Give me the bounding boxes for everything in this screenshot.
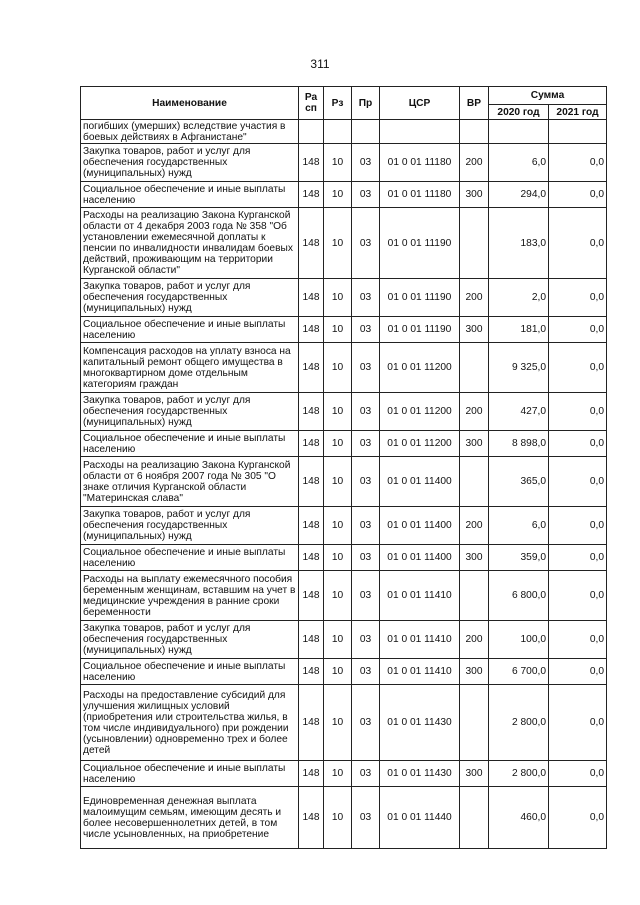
table-row [81, 279, 607, 317]
cell-csr: 01 0 01 11440 [380, 787, 460, 849]
cell-name: Социальное обеспечение и иные выплаты населению [81, 545, 299, 571]
cell-name: Единовременная денежная выплата малоимущим семьям, имеющим десять и более несовершеннолетних детей, в том числе усыновленных, на приобретение [81, 787, 299, 849]
cell-vr: 200 [460, 621, 489, 659]
cell-ra: 148 [299, 507, 324, 545]
cell-ra: 148 [299, 787, 324, 849]
cell-y2020: 183,0 [489, 208, 549, 279]
cell-csr: 01 0 01 11400 [380, 457, 460, 507]
table-row [81, 761, 607, 787]
cell-csr: 01 0 01 11410 [380, 621, 460, 659]
header-name: Наименование [81, 87, 299, 120]
cell-name: Расходы на реализацию Закона Курганской области от 6 ноября 2007 года № 305 "О знаке отличия Курганской области "Материнская слава" [81, 457, 299, 507]
header-sum: Сумма [489, 87, 607, 105]
cell-pr: 03 [352, 182, 380, 208]
cell-csr: 01 0 01 11200 [380, 393, 460, 431]
cell-vr [460, 343, 489, 393]
cell-y2020: 460,0 [489, 787, 549, 849]
cell-pr: 03 [352, 208, 380, 279]
header-ra-line2: сп [305, 103, 317, 114]
cell-pr: 03 [352, 507, 380, 545]
cell-y2020: 365,0 [489, 457, 549, 507]
table-row [81, 659, 607, 685]
cell-vr [460, 208, 489, 279]
cell-ra: 148 [299, 761, 324, 787]
table-row [81, 317, 607, 343]
table-row [81, 685, 607, 761]
table-row [81, 182, 607, 208]
cell-vr [460, 571, 489, 621]
table-row [81, 507, 607, 545]
cell-vr: 300 [460, 761, 489, 787]
cell-csr: 01 0 01 11200 [380, 431, 460, 457]
cell-pr: 03 [352, 659, 380, 685]
cell-y2020 [489, 120, 549, 144]
table-row [81, 120, 607, 144]
cell-ra: 148 [299, 144, 324, 182]
table-row [81, 545, 607, 571]
cell-vr: 300 [460, 317, 489, 343]
cell-y2021: 0,0 [549, 144, 607, 182]
cell-ra: 148 [299, 208, 324, 279]
cell-csr: 01 0 01 11200 [380, 343, 460, 393]
cell-y2021: 0,0 [549, 761, 607, 787]
cell-csr: 01 0 01 11180 [380, 182, 460, 208]
table-row [81, 787, 607, 849]
cell-pr: 03 [352, 545, 380, 571]
cell-y2020: 181,0 [489, 317, 549, 343]
cell-csr: 01 0 01 11400 [380, 545, 460, 571]
cell-csr: 01 0 01 11430 [380, 685, 460, 761]
page-number: 311 [310, 57, 330, 71]
table-row [81, 393, 607, 431]
table-row [81, 208, 607, 279]
cell-pr: 03 [352, 279, 380, 317]
cell-y2020: 6 800,0 [489, 571, 549, 621]
cell-y2020: 294,0 [489, 182, 549, 208]
cell-pr [352, 120, 380, 144]
cell-y2021 [549, 120, 607, 144]
cell-name: Закупка товаров, работ и услуг для обеспечения государственных (муниципальных) нужд [81, 621, 299, 659]
header-rz: Рз [324, 87, 352, 120]
cell-name: Социальное обеспечение и иные выплаты населению [81, 431, 299, 457]
cell-rz: 10 [324, 457, 352, 507]
cell-ra: 148 [299, 545, 324, 571]
cell-name: Расходы на предоставление субсидий для улучшения жилищных условий (приобретения или строительства жилья, в том числе индивидуального) при рождении (усыновлении) одновременно трех и более детей [81, 685, 299, 761]
cell-y2021: 0,0 [549, 279, 607, 317]
cell-vr: 200 [460, 393, 489, 431]
cell-vr: 300 [460, 431, 489, 457]
cell-rz: 10 [324, 571, 352, 621]
cell-pr: 03 [352, 685, 380, 761]
cell-y2021: 0,0 [549, 208, 607, 279]
table-row [81, 343, 607, 393]
cell-name: Закупка товаров, работ и услуг для обеспечения государственных (муниципальных) нужд [81, 507, 299, 545]
cell-y2021: 0,0 [549, 431, 607, 457]
cell-rz: 10 [324, 621, 352, 659]
cell-csr: 01 0 01 11410 [380, 571, 460, 621]
cell-y2020: 2 800,0 [489, 685, 549, 761]
cell-pr: 03 [352, 317, 380, 343]
cell-rz: 10 [324, 431, 352, 457]
cell-vr [460, 457, 489, 507]
header-ra-line1: Ра [304, 92, 318, 103]
header-vr: ВР [460, 87, 489, 120]
cell-ra: 148 [299, 343, 324, 393]
cell-ra: 148 [299, 571, 324, 621]
cell-vr [460, 787, 489, 849]
cell-rz: 10 [324, 144, 352, 182]
cell-rz: 10 [324, 685, 352, 761]
cell-name: Социальное обеспечение и иные выплаты населению [81, 182, 299, 208]
cell-rz: 10 [324, 659, 352, 685]
cell-y2021: 0,0 [549, 621, 607, 659]
cell-ra: 148 [299, 685, 324, 761]
cell-y2021: 0,0 [549, 317, 607, 343]
cell-y2020: 427,0 [489, 393, 549, 431]
cell-name: погибших (умерших) вследствие участия в боевых действиях в Афганистане" [81, 120, 299, 144]
cell-y2021: 0,0 [549, 571, 607, 621]
cell-vr [460, 685, 489, 761]
cell-vr: 200 [460, 507, 489, 545]
cell-vr: 200 [460, 279, 489, 317]
cell-vr: 300 [460, 182, 489, 208]
cell-name: Компенсация расходов на уплату взноса на капитальный ремонт общего имущества в многоквартирном доме отдельным категориям граждан [81, 343, 299, 393]
cell-pr: 03 [352, 571, 380, 621]
table-row [81, 571, 607, 621]
cell-pr: 03 [352, 393, 380, 431]
header-csr: ЦСР [380, 87, 460, 120]
cell-y2020: 8 898,0 [489, 431, 549, 457]
cell-y2021: 0,0 [549, 545, 607, 571]
cell-ra: 148 [299, 659, 324, 685]
cell-ra: 148 [299, 431, 324, 457]
cell-pr: 03 [352, 343, 380, 393]
cell-csr: 01 0 01 11400 [380, 507, 460, 545]
cell-pr: 03 [352, 787, 380, 849]
cell-rz: 10 [324, 507, 352, 545]
cell-y2021: 0,0 [549, 685, 607, 761]
cell-csr: 01 0 01 11180 [380, 144, 460, 182]
cell-ra: 148 [299, 317, 324, 343]
cell-y2021: 0,0 [549, 393, 607, 431]
cell-csr: 01 0 01 11190 [380, 208, 460, 279]
cell-rz: 10 [324, 761, 352, 787]
header-2020: 2020 год [489, 105, 549, 120]
cell-y2020: 6,0 [489, 144, 549, 182]
cell-y2020: 100,0 [489, 621, 549, 659]
cell-ra [299, 120, 324, 144]
cell-rz: 10 [324, 279, 352, 317]
cell-y2021: 0,0 [549, 659, 607, 685]
cell-pr: 03 [352, 144, 380, 182]
cell-y2021: 0,0 [549, 507, 607, 545]
cell-csr: 01 0 01 11410 [380, 659, 460, 685]
cell-y2020: 9 325,0 [489, 343, 549, 393]
cell-rz: 10 [324, 787, 352, 849]
cell-y2021: 0,0 [549, 343, 607, 393]
cell-y2020: 359,0 [489, 545, 549, 571]
cell-ra: 148 [299, 279, 324, 317]
cell-pr: 03 [352, 761, 380, 787]
cell-csr [380, 120, 460, 144]
cell-csr: 01 0 01 11430 [380, 761, 460, 787]
cell-y2020: 6 700,0 [489, 659, 549, 685]
cell-ra: 148 [299, 182, 324, 208]
cell-ra: 148 [299, 621, 324, 659]
cell-name: Закупка товаров, работ и услуг для обеспечения государственных (муниципальных) нужд [81, 144, 299, 182]
cell-y2021: 0,0 [549, 457, 607, 507]
cell-name: Социальное обеспечение и иные выплаты населению [81, 761, 299, 787]
cell-y2021: 0,0 [549, 787, 607, 849]
cell-csr: 01 0 01 11190 [380, 317, 460, 343]
cell-y2020: 2 800,0 [489, 761, 549, 787]
header-2021: 2021 год [549, 105, 607, 120]
table-row [81, 621, 607, 659]
cell-name: Расходы на реализацию Закона Курганской области от 4 декабря 2003 года № 358 "Об установлении ежемесячной доплаты к пенсии по инвалидности инвалидам боевых действий, проживающим на территории Курганской области" [81, 208, 299, 279]
cell-y2020: 2,0 [489, 279, 549, 317]
cell-rz: 10 [324, 182, 352, 208]
header-pr: Пр [352, 87, 380, 120]
header-ra [299, 87, 324, 120]
cell-rz: 10 [324, 343, 352, 393]
cell-pr: 03 [352, 431, 380, 457]
cell-pr: 03 [352, 457, 380, 507]
cell-vr: 300 [460, 545, 489, 571]
cell-pr: 03 [352, 621, 380, 659]
cell-name: Социальное обеспечение и иные выплаты населению [81, 659, 299, 685]
cell-rz: 10 [324, 393, 352, 431]
table-row [81, 431, 607, 457]
table-row [81, 144, 607, 182]
cell-vr: 300 [460, 659, 489, 685]
cell-rz: 10 [324, 208, 352, 279]
cell-rz [324, 120, 352, 144]
cell-name: Расходы на выплату ежемесячного пособия беременным женщинам, вставшим на учет в медицинские учреждения в ранние сроки беременности [81, 571, 299, 621]
cell-name: Социальное обеспечение и иные выплаты населению [81, 317, 299, 343]
cell-ra: 148 [299, 457, 324, 507]
cell-rz: 10 [324, 545, 352, 571]
cell-y2021: 0,0 [549, 182, 607, 208]
cell-ra: 148 [299, 393, 324, 431]
cell-vr: 200 [460, 144, 489, 182]
cell-rz: 10 [324, 317, 352, 343]
table-row [81, 457, 607, 507]
cell-csr: 01 0 01 11190 [380, 279, 460, 317]
cell-name: Закупка товаров, работ и услуг для обеспечения государственных (муниципальных) нужд [81, 393, 299, 431]
cell-name: Закупка товаров, работ и услуг для обеспечения государственных (муниципальных) нужд [81, 279, 299, 317]
cell-vr [460, 120, 489, 144]
budget-table [80, 86, 607, 849]
cell-y2020: 6,0 [489, 507, 549, 545]
